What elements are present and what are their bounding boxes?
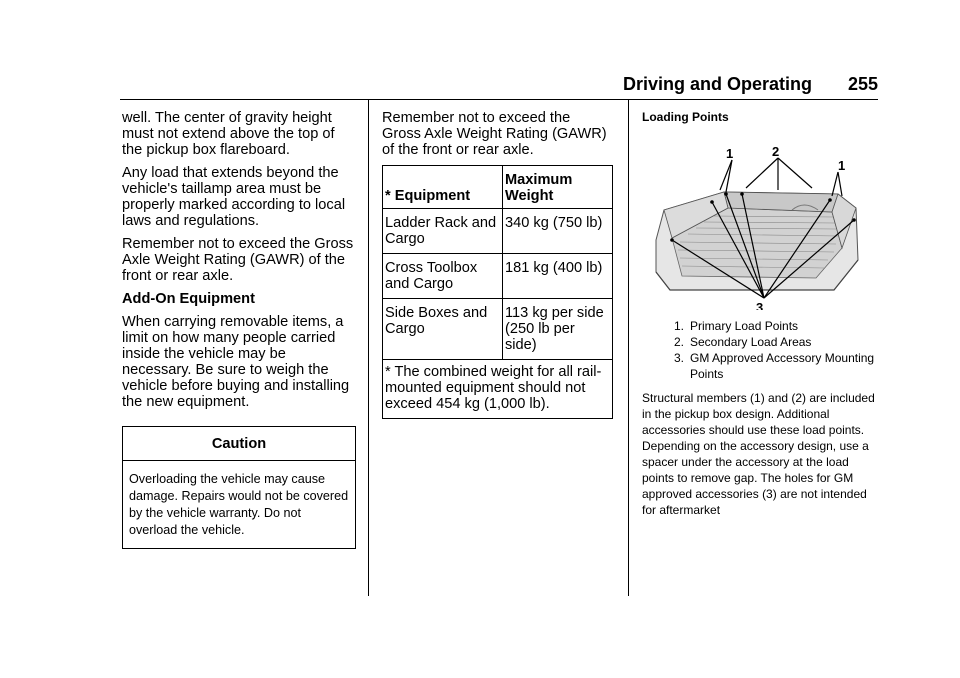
pickup-box-illustration	[642, 130, 882, 310]
table-cell-weight: 181 kg (400 lb)	[503, 254, 613, 299]
column-2	[382, 110, 612, 419]
table-footnote-row	[383, 360, 613, 419]
table-row	[383, 209, 613, 254]
column-divider-2	[628, 100, 629, 596]
table-cell-equipment: Ladder Rack and Cargo	[383, 209, 503, 254]
legend-item	[674, 350, 882, 382]
legend-number: 3.	[674, 351, 685, 365]
callout-2: 2	[772, 144, 780, 159]
caution-title: Caution	[123, 427, 355, 461]
equipment-weight-table	[382, 165, 613, 419]
callout-1-left: 1	[726, 146, 734, 161]
section-title: Driving and Operating	[622, 74, 812, 94]
paragraph-gravity: well. The center of gravity height must not extend above the top of the pickup box flareboard.	[122, 110, 335, 158]
table-header-weight: Maximum Weight	[503, 166, 613, 209]
table-footnote: * The combined weight for all rail-mounted equipment should not exceed 454 kg (1,000 lb).	[383, 360, 613, 419]
legend-text: Primary Load Points	[690, 319, 799, 333]
table-header-row	[383, 166, 613, 209]
caution-box	[122, 426, 356, 549]
table-row	[383, 254, 613, 299]
figure-legend	[642, 318, 882, 382]
paragraph-taillamp: Any load that extends beyond the vehicle's taillamp area must be properly marked according to local laws and regulations.	[122, 165, 346, 229]
paragraph-gawr-repeat: Remember not to exceed the Gross Axle Weight Rating (GAWR) of the front or rear axle.	[382, 110, 607, 158]
figure-title: Loading Points	[642, 110, 729, 124]
heading-add-on-equipment: Add-On Equipment	[122, 291, 255, 307]
table-cell-weight: 340 kg (750 lb)	[503, 209, 613, 254]
paragraph-gawr: Remember not to exceed the Gross Axle Weight Rating (GAWR) of the front or rear axle.	[122, 236, 354, 284]
pickup-box-drawing	[642, 130, 882, 310]
header-rule	[120, 99, 878, 100]
callout-1-right: 1	[838, 158, 846, 173]
table-cell-equipment: Cross Toolbox and Cargo	[383, 254, 503, 299]
column-3	[642, 110, 882, 518]
column-1	[122, 110, 356, 549]
page-number: 255	[847, 74, 878, 94]
legend-text: GM Approved Accessory Mounting Points	[690, 351, 875, 381]
column-divider-1	[368, 100, 369, 596]
legend-item	[674, 318, 882, 334]
callout-3: 3	[756, 300, 764, 310]
legend-number: 1.	[674, 319, 685, 333]
legend-item	[674, 334, 882, 350]
page-header	[0, 74, 878, 96]
legend-text: Secondary Load Areas	[690, 335, 812, 349]
caution-text: Overloading the vehicle may cause damage. Repairs would not be covered by the vehicle warranty. Do not overload the vehicle.	[129, 472, 349, 537]
table-cell-weight: 113 kg per side (250 lb per side)	[503, 299, 613, 360]
paragraph-structural-members: Structural members (1) and (2) are included in the pickup box design. Additional accessories should use these load points. Depending on the accessory design, use a spacer under the accessory at the load points to remove gap. The holes for GM approved accessories (3) are not intended for aftermarket	[642, 391, 875, 517]
paragraph-removable-items: When carrying removable items, a limit on how many people carried inside the vehicle may be necessary. Be sure to weigh the vehicle before buying and installing the new equipment.	[122, 314, 350, 410]
table-row	[383, 299, 613, 360]
legend-number: 2.	[674, 335, 685, 349]
table-header-equipment: * Equipment	[383, 166, 503, 209]
table-cell-equipment: Side Boxes and Cargo	[383, 299, 503, 360]
